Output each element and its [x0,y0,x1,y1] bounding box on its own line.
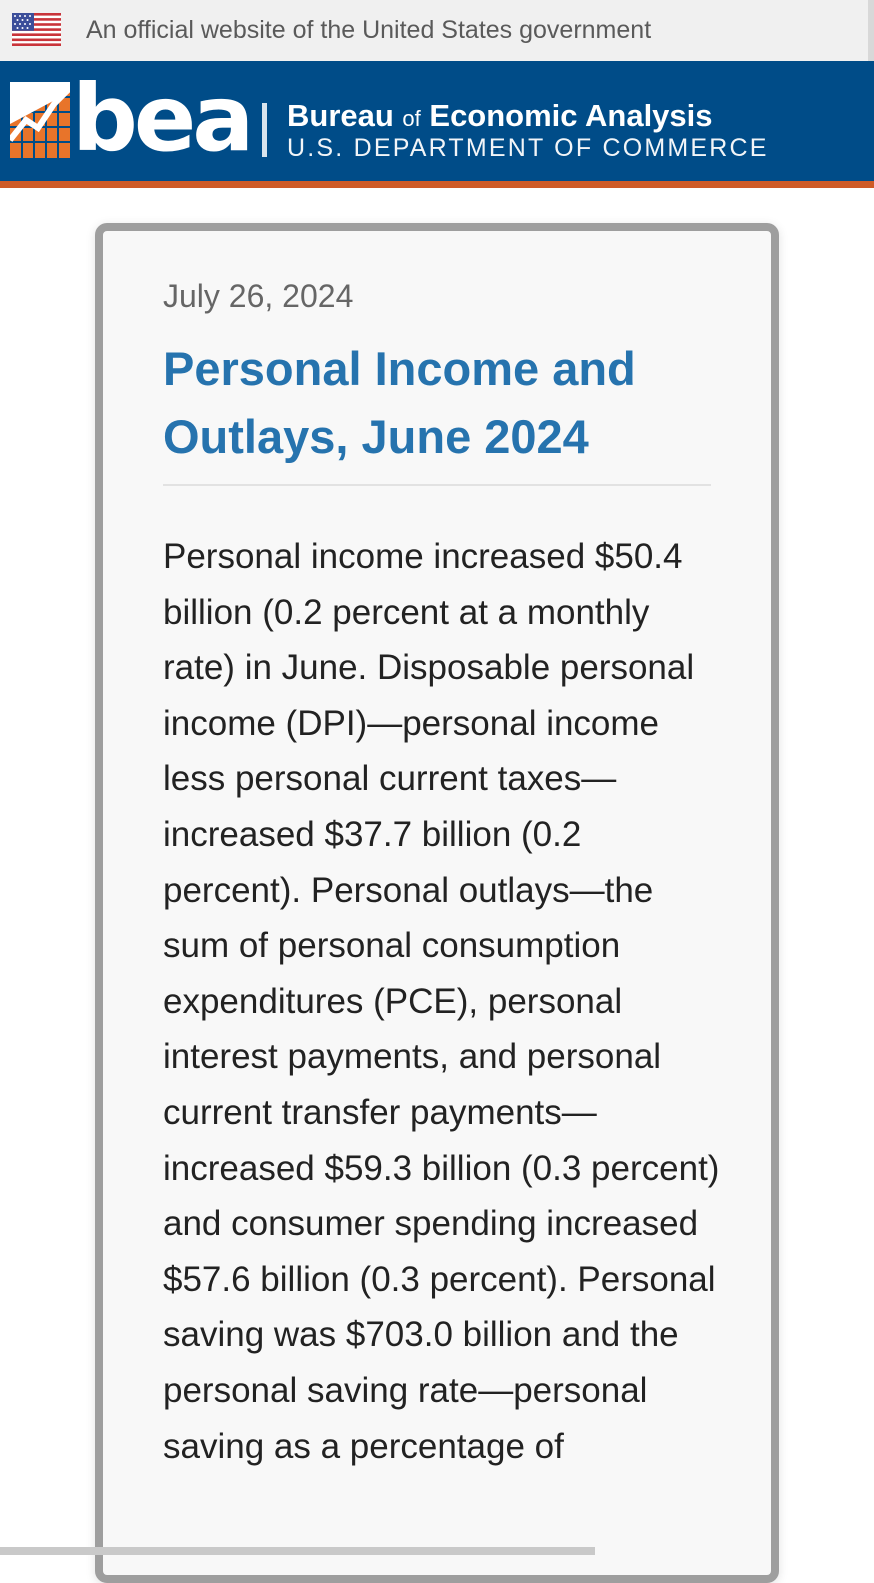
us-flag-icon [12,13,61,46]
header-accent-stripe [0,181,874,188]
agency-name-of: of [402,106,420,131]
agency-name [287,99,713,136]
agency-name-part2: Economic Analysis [421,98,713,133]
logo-divider [262,103,267,157]
title-divider [163,484,711,486]
bea-logo-chart-icon [10,82,70,158]
bea-logo-wordmark: bea [72,64,250,174]
release-summary: Personal income increased $50.4 billion (0.2 percent at a monthly rate) in June. Disposable personal income (DPI)—personal income less personal current taxes—increased $37.7 billion (0.2 percent). Personal outlays—the sum of personal consumption expenditures (PCE), personal interest payments, and personal current transfer payments—increased $59.3 billion (0.3 percent) and consumer spending increased $57.6 billion (0.3 percent). Personal saving was $703.0 billion and the personal saving rate—personal saving as a percentage of [163,529,723,1474]
official-website-notice: An official website of the United States government [86,15,651,45]
release-title[interactable]: Personal Income and Outlays, June 2024 [163,335,723,471]
release-card [95,223,779,1583]
agency-department: U.S. DEPARTMENT OF COMMERCE [287,134,769,162]
banner-edge [868,0,874,61]
release-date: July 26, 2024 [163,276,353,316]
agency-name-part1: Bureau [287,98,402,133]
gov-banner [0,0,874,61]
horizontal-scrollbar[interactable] [0,1547,595,1555]
